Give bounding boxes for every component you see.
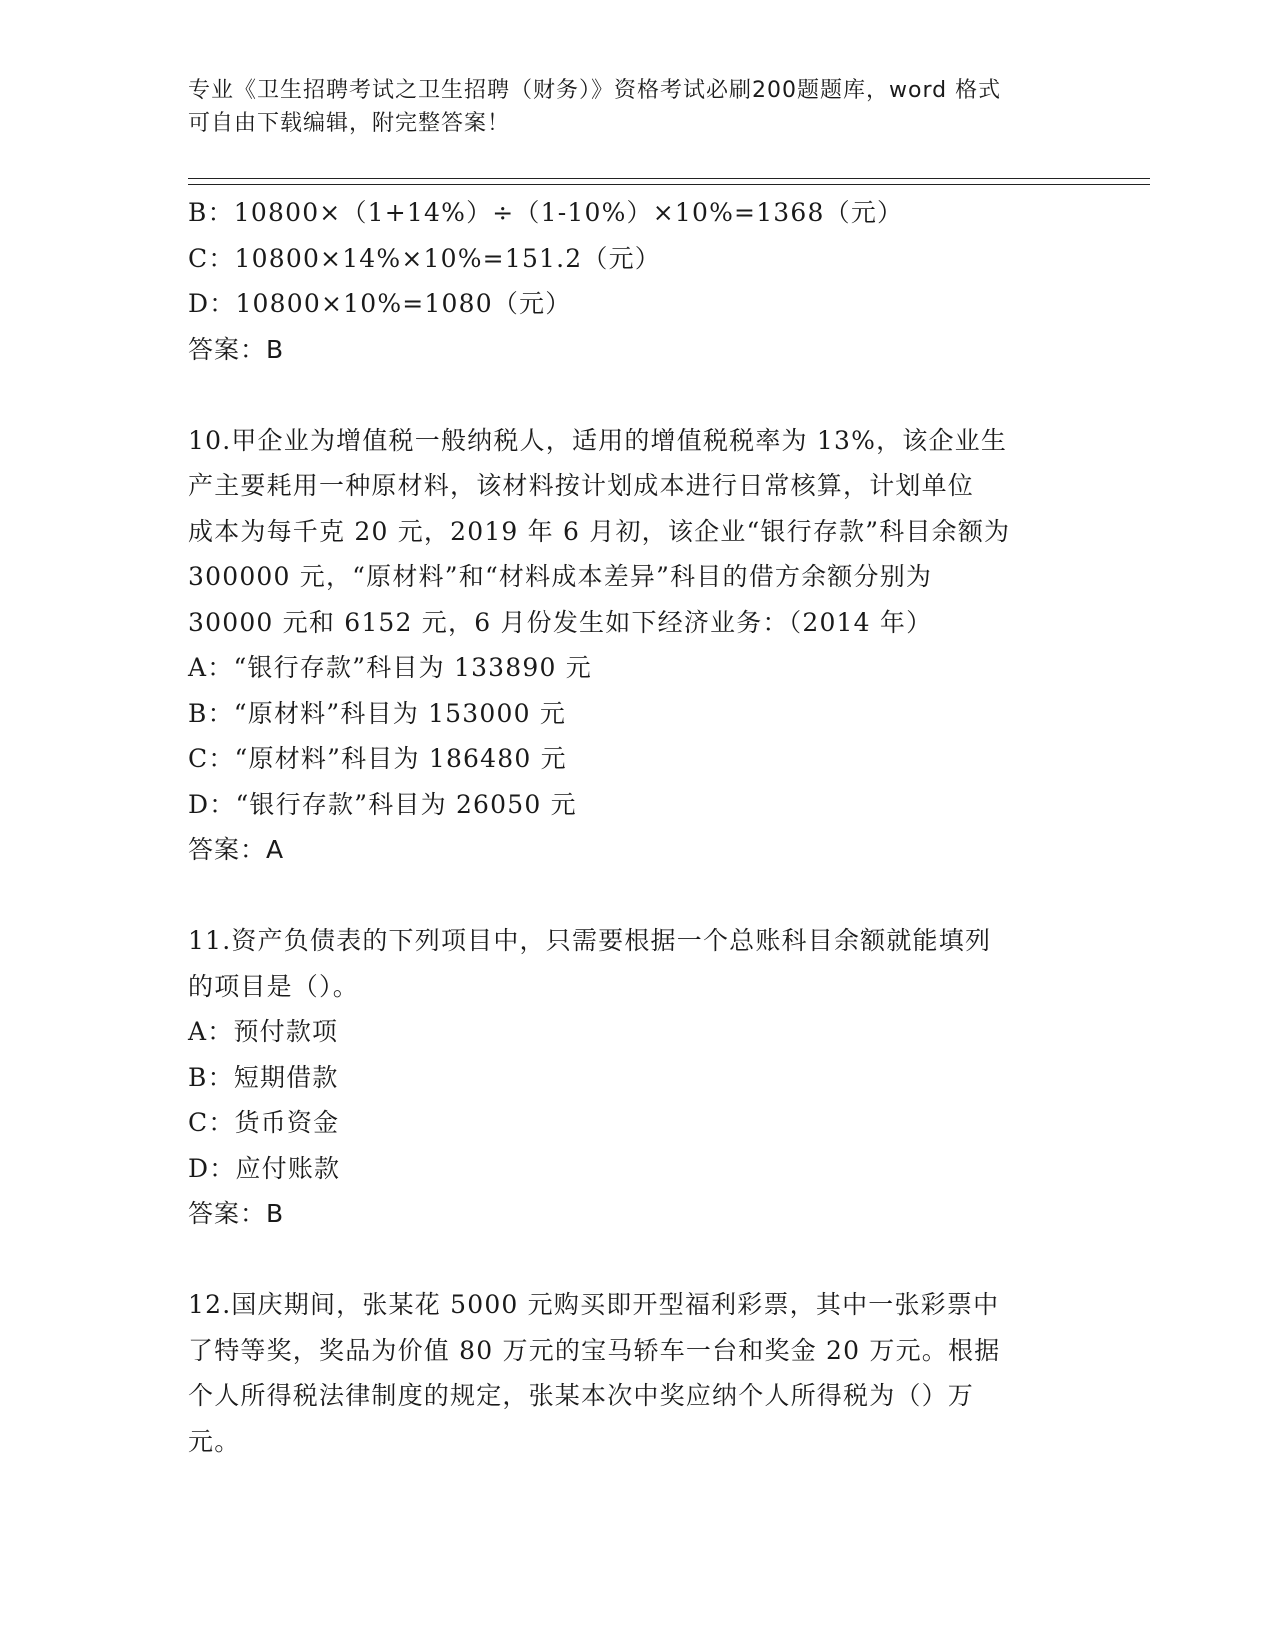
answer-label: 答案：A bbox=[188, 835, 285, 864]
option-d: D：“银行存款”科目为 26050 元 bbox=[188, 789, 577, 819]
question-text-line: 30000 元和 6152 元，6 月份发生如下经济业务：（2014 年） bbox=[188, 607, 933, 637]
option-c: C：10800×14%×10%=151.2（元） bbox=[188, 243, 662, 273]
header-title-line-1: 专业《卫生招聘考试之卫生招聘（财务）》资格考试必刷200题题库，word 格式 bbox=[188, 78, 1002, 103]
question-12 bbox=[188, 1282, 1088, 1464]
header-divider-top bbox=[188, 178, 1150, 179]
question-text-line: 300000 元，“原材料”和“材料成本差异”科目的借方余额分别为 bbox=[188, 562, 933, 591]
answer-label: 答案：B bbox=[188, 1199, 285, 1228]
question-10 bbox=[188, 418, 1088, 873]
option-a: A：预付款项 bbox=[188, 1017, 339, 1046]
question-text-line: 10.甲企业为增值税一般纳税人，适用的增值税税率为 13%，该企业生 bbox=[188, 425, 1008, 455]
question-spacer bbox=[188, 873, 1088, 919]
option-b: B：“原材料”科目为 153000 元 bbox=[188, 698, 567, 728]
question-spacer bbox=[188, 1237, 1088, 1283]
option-c: C：“原材料”科目为 186480 元 bbox=[188, 744, 567, 773]
option-a: A：“银行存款”科目为 133890 元 bbox=[188, 653, 592, 682]
option-b: B：10800×（1+14%）÷（1-10%）×10%=1368（元） bbox=[188, 198, 904, 227]
question-11 bbox=[188, 918, 1088, 1237]
option-d: D：10800×10%=1080（元） bbox=[188, 289, 572, 318]
question-text-line: 个人所得税法律制度的规定，张某本次中奖应纳个人所得税为（）万 bbox=[188, 1381, 975, 1410]
question-9-tail bbox=[188, 190, 1088, 372]
option-d: D：应付账款 bbox=[188, 1153, 341, 1183]
question-list bbox=[188, 190, 1088, 1464]
question-spacer bbox=[188, 372, 1088, 418]
question-text-line: 元。 bbox=[188, 1426, 241, 1456]
question-text-line: 12.国庆期间，张某花 5000 元购买即开型福利彩票，其中一张彩票中 bbox=[188, 1290, 1000, 1319]
header-divider-bottom bbox=[188, 184, 1150, 185]
option-c: C：货币资金 bbox=[188, 1108, 340, 1137]
question-text-line: 的项目是（）。 bbox=[188, 971, 359, 1001]
option-b: B：短期借款 bbox=[188, 1062, 339, 1092]
header-title-line-2: 可自由下载编辑，附完整答案！ bbox=[188, 111, 511, 136]
question-text-line: 11.资产负债表的下列项目中，只需要根据一个总账科目余额就能填列 bbox=[188, 926, 992, 955]
document-header bbox=[188, 74, 1088, 140]
answer-label: 答案：B bbox=[188, 334, 285, 364]
question-text-line: 产主要耗用一种原材料，该材料按计划成本进行日常核算，计划单位 bbox=[188, 471, 975, 500]
question-text-line: 了特等奖，奖品为价值 80 万元的宝马轿车一台和奖金 20 万元。根据 bbox=[188, 1335, 1001, 1365]
question-text-line: 成本为每千克 20 元，2019 年 6 月初，该企业“银行存款”科目余额为 bbox=[188, 516, 1011, 546]
